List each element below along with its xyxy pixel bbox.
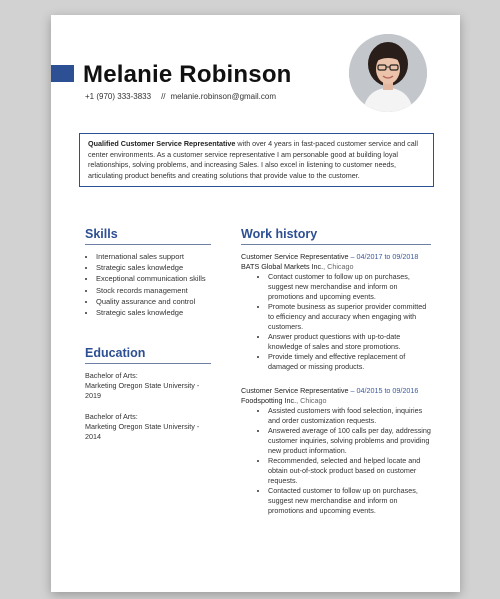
skills-list [85, 251, 236, 318]
job-company-line [241, 396, 431, 406]
work-history-heading: Work history [241, 227, 318, 241]
skills-heading: Skills [85, 227, 118, 241]
job-entry [241, 386, 431, 516]
candidate-name: Melanie Robinson [83, 61, 292, 88]
skill-item: • Stock records management [96, 285, 236, 296]
job-role-line [241, 252, 431, 262]
job-bullet: • Contacted customer to follow up on purchases, suggest new merchandise and inform on promotions and upcoming events. [268, 486, 433, 516]
education-entry [85, 412, 215, 443]
job-bullets [241, 406, 433, 516]
job-role-line [241, 386, 431, 396]
skill-item: • Quality assurance and control [96, 296, 236, 307]
portrait-image [349, 34, 427, 112]
phone-number: +1 (970) 333-3833 [85, 92, 152, 101]
job-bullet: • Answer product questions with up-to-date knowledge of sales and store promotions. [268, 332, 433, 352]
company-name: Foodspotting Inc. [241, 396, 297, 405]
degree-label: Bachelor of Arts: [85, 412, 138, 421]
degree-label: Bachelor of Arts: [85, 371, 138, 380]
name-accent-bar [51, 65, 74, 82]
job-dates: – 04/2015 to 09/2016 [348, 386, 419, 395]
company-location: , Chicago [323, 262, 354, 271]
skill-item: • Strategic sales knowledge [96, 307, 236, 318]
degree-detail: Marketing Oregon State University - 2014 [85, 422, 200, 442]
degree-detail: Marketing Oregon State University - 2019 [85, 381, 200, 401]
company-location: , Chicago [296, 396, 327, 405]
job-dates: – 04/2017 to 09/2018 [348, 252, 419, 261]
skill-item: • International sales support [96, 251, 236, 262]
summary-lead: Qualified Customer Service Representative [88, 139, 236, 148]
contact-line [85, 92, 276, 101]
contact-separator: // [161, 92, 166, 101]
education-divider [85, 363, 211, 364]
job-title: Customer Service Representative [241, 386, 349, 395]
job-bullet: • Contact customer to follow up on purchases, suggest new merchandise and inform on promotions and upcoming events. [268, 272, 433, 302]
job-bullet: • Assisted customers with food selection, inquiries and order customization requests. [268, 406, 433, 426]
summary-text: with over 4 years in fast-paced customer service and call center environments. As a customer service representative I am personable good at building loyal relationships, solving problems, and increasing Sales. I also excel in listening to customer needs, articulating product benefits and creating solutions that provide value to the customer. [88, 139, 418, 180]
job-bullet: • Provide timely and effective replacement of damaged or missing products. [268, 352, 433, 372]
job-title: Customer Service Representative [241, 252, 349, 261]
skill-item: • Strategic sales knowledge [96, 262, 236, 273]
skills-divider [85, 244, 211, 245]
job-entry [241, 252, 431, 372]
job-bullet: • Recommended, selected and helped locate and obtain out-of-stock product based on customer requests. [268, 456, 433, 486]
skill-item: • Exceptional communication skills [96, 273, 236, 284]
email-address[interactable]: melanie.robinson@gmail.com [170, 92, 277, 101]
company-name: BATS Global Markets Inc. [241, 262, 324, 271]
resume-page [51, 15, 460, 592]
professional-summary [79, 133, 434, 187]
job-bullet: • Answered average of 100 calls per day, addressing customer inquiries, solving problems and providing new product information. [268, 426, 433, 456]
job-bullet: • Promote business as superior provider committed to efficiency and accuracy when engaging with customers. [268, 302, 433, 332]
job-bullets [241, 272, 433, 372]
work-history-divider [241, 244, 431, 245]
job-company-line [241, 262, 431, 272]
education-heading: Education [85, 346, 146, 360]
education-entry [85, 371, 215, 402]
profile-photo [349, 34, 427, 112]
